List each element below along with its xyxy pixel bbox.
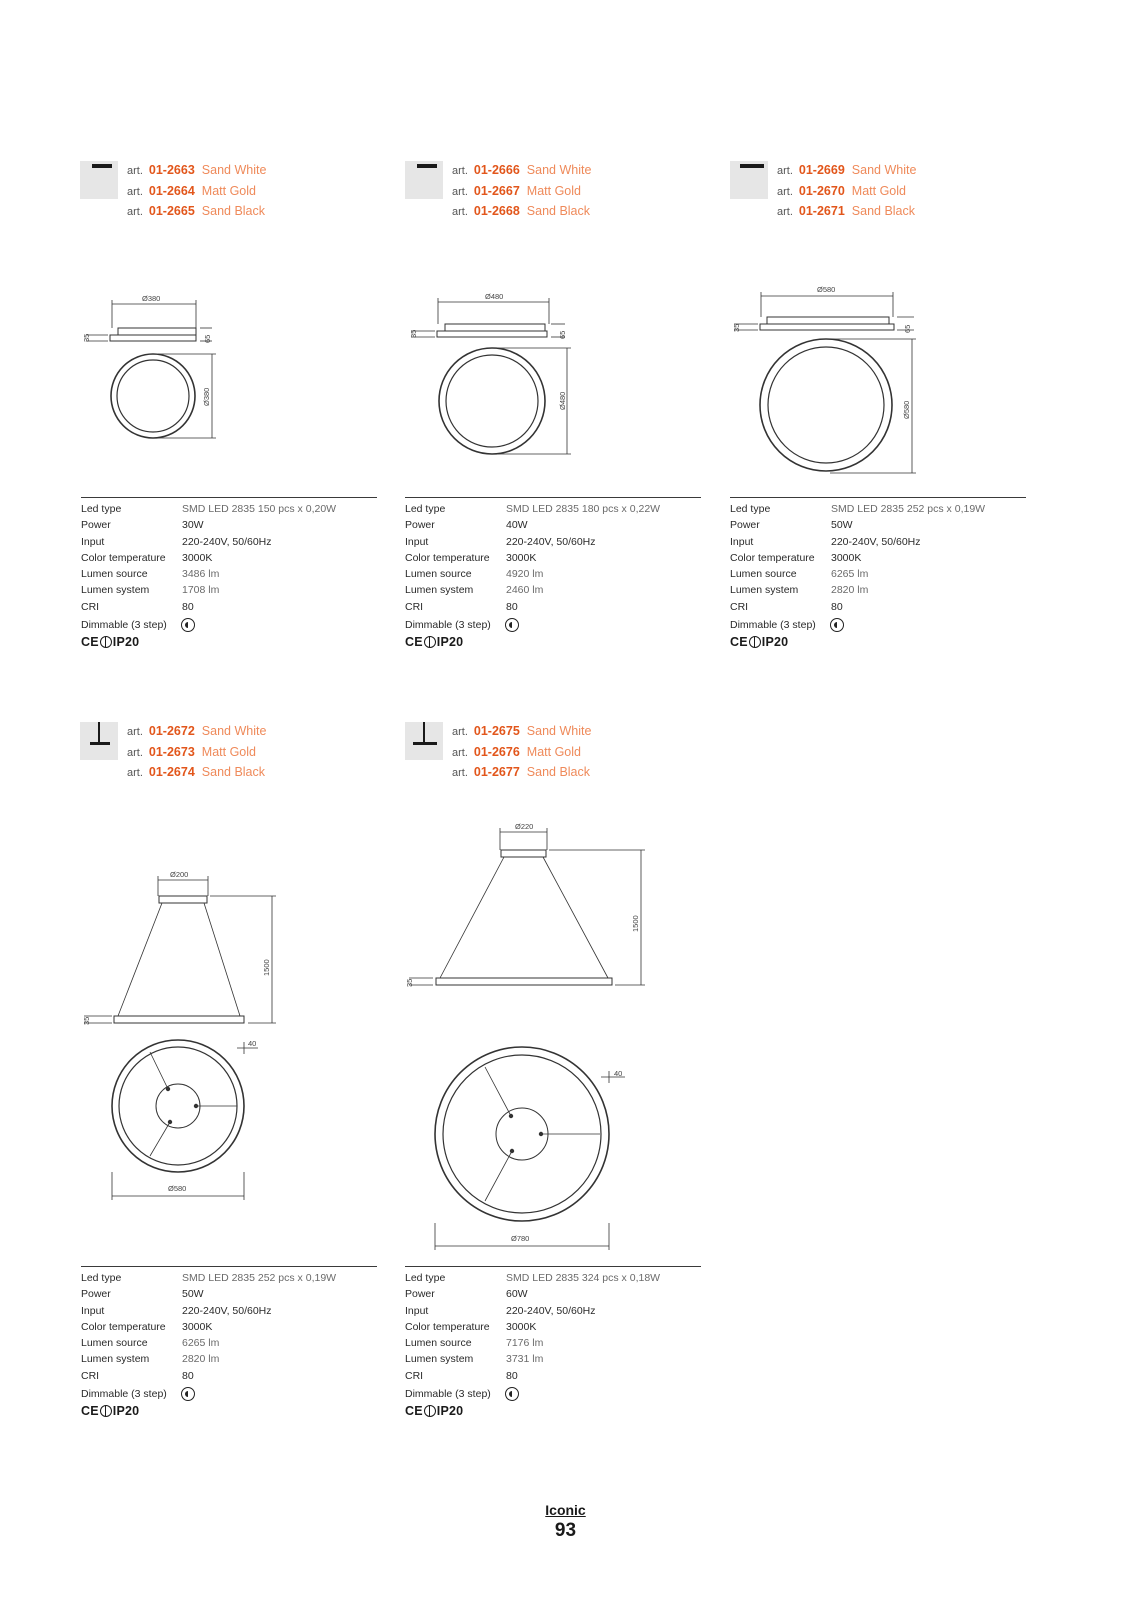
dimmer-icon <box>505 618 519 632</box>
dimmable-row: Dimmable (3 step) <box>405 1386 701 1402</box>
article-code: 01-2664 <box>148 183 195 198</box>
article-code: 01-2672 <box>148 724 195 738</box>
spec-row: Lumen source 6265 lm <box>81 1337 220 1350</box>
article-finish: Sand Black <box>851 204 916 218</box>
svg-text:Ø580: Ø580 <box>168 1184 187 1193</box>
dimmable-row: Dimmable (3 step) <box>81 1386 377 1402</box>
article-code: 01-2677 <box>473 765 520 779</box>
class-one-earth-icon <box>100 636 112 648</box>
article-finish: Sand White <box>526 163 592 177</box>
article-finish: Sand Black <box>526 765 591 779</box>
article-finish: Sand Black <box>201 765 266 779</box>
spec-row: Color temperature 3000K <box>81 1320 213 1333</box>
svg-text:35: 35 <box>405 978 414 987</box>
spec-row: CRI 80 <box>81 1369 194 1382</box>
article-finish: Matt Gold <box>526 744 581 759</box>
article-row: art. 01-2676 Matt Gold <box>452 744 581 759</box>
certification-marks: CE IP20 <box>405 1404 464 1419</box>
article-list <box>452 722 591 784</box>
article-code: 01-2667 <box>473 183 520 198</box>
article-code: 01-2673 <box>148 744 195 759</box>
article-row: art. 01-2667 Matt Gold <box>452 183 581 198</box>
svg-text:65: 65 <box>203 334 212 343</box>
article-list <box>452 161 591 223</box>
class-one-earth-icon <box>749 636 761 648</box>
dimmable-row: Dimmable (3 step) <box>730 617 1026 633</box>
svg-text:Ø200: Ø200 <box>170 870 189 879</box>
svg-text:Ø580: Ø580 <box>902 400 911 419</box>
spec-row: Lumen system 3731 lm <box>405 1353 544 1366</box>
svg-text:65: 65 <box>558 330 567 339</box>
svg-text:1500: 1500 <box>631 915 640 932</box>
article-finish: Sand White <box>201 163 267 177</box>
article-code: 01-2670 <box>798 183 845 198</box>
spec-row: CRI 80 <box>405 600 518 613</box>
article-row: art. 01-2671 Sand Black <box>777 204 916 218</box>
technical-drawing-ceiling-580 <box>730 283 920 483</box>
article-code: 01-2676 <box>473 744 520 759</box>
article-code: 01-2671 <box>798 204 845 218</box>
dimmer-icon <box>181 1387 195 1401</box>
svg-text:Ø480: Ø480 <box>485 292 504 301</box>
spec-row: Lumen source 7176 lm <box>405 1337 544 1350</box>
spec-row: Color temperature 3000K <box>81 551 213 564</box>
spec-row: Input 220-240V, 50/60Hz <box>405 535 596 548</box>
certification-marks: CE IP20 <box>730 635 789 650</box>
ceiling-thumbnail <box>405 161 443 199</box>
spec-row: Power 30W <box>81 519 204 532</box>
collection-name: Iconic <box>545 1502 586 1518</box>
dimmable-row: Dimmable (3 step) <box>405 617 701 633</box>
svg-text:40: 40 <box>614 1069 623 1078</box>
article-code: 01-2669 <box>798 163 845 177</box>
page-number: 93 <box>554 1520 577 1541</box>
spec-table <box>405 497 701 649</box>
spec-row: Lumen system 1708 lm <box>81 584 220 597</box>
dimmer-icon <box>181 618 195 632</box>
article-row: art. 01-2665 Sand Black <box>127 204 266 218</box>
spec-row: Input 220-240V, 50/60Hz <box>730 535 921 548</box>
spec-row: Power 60W <box>405 1288 528 1301</box>
article-row: art. 01-2664 Matt Gold <box>127 183 256 198</box>
certification-marks: CE IP20 <box>405 635 464 650</box>
spec-row: Power 40W <box>405 519 528 532</box>
svg-text:Ø380: Ø380 <box>202 387 211 406</box>
dim-diameter-top: Ø380 <box>142 294 161 303</box>
spec-table <box>405 1266 701 1418</box>
spec-row: Led type SMD LED 2835 252 pcs x 0,19W <box>81 1272 337 1284</box>
article-list <box>127 161 266 223</box>
spec-row: Lumen system 2820 lm <box>81 1353 220 1366</box>
article-finish: Sand White <box>851 163 917 177</box>
svg-text:Ø480: Ø480 <box>558 391 567 410</box>
article-code: 01-2674 <box>148 765 195 779</box>
class-one-earth-icon <box>424 1405 436 1417</box>
ceiling-thumbnail <box>730 161 768 199</box>
svg-text:35: 35 <box>732 323 741 332</box>
ceiling-thumbnail <box>80 161 118 199</box>
article-row: art. 01-2675 Sand White <box>452 724 592 738</box>
spec-row: Color temperature 3000K <box>405 1320 537 1333</box>
spec-row: Led type SMD LED 2835 150 pcs x 0,20W <box>81 503 337 515</box>
pendant-thumbnail <box>80 722 118 760</box>
technical-drawing-pendant-780 <box>405 818 655 1258</box>
spec-row: CRI 80 <box>730 600 843 613</box>
spec-row: Input 220-240V, 50/60Hz <box>405 1304 596 1317</box>
spec-row: CRI 80 <box>405 1369 518 1382</box>
svg-text:Ø780: Ø780 <box>511 1234 530 1243</box>
article-row: art. 01-2677 Sand Black <box>452 765 591 779</box>
article-row: art. 01-2672 Sand White <box>127 724 267 738</box>
class-one-earth-icon <box>424 636 436 648</box>
article-code: 01-2666 <box>473 163 520 177</box>
article-list <box>127 722 266 784</box>
spec-row: Power 50W <box>81 1288 204 1301</box>
certification-marks: CE IP20 <box>81 1404 140 1419</box>
svg-text:40: 40 <box>248 1039 257 1048</box>
technical-drawing-ceiling-480 <box>405 288 580 463</box>
pendant-thumbnail <box>405 722 443 760</box>
article-finish: Sand Black <box>526 204 591 218</box>
spec-row: Color temperature 3000K <box>405 551 537 564</box>
article-code: 01-2668 <box>473 204 520 218</box>
technical-drawing-pendant-580 <box>80 866 280 1211</box>
article-finish: Matt Gold <box>201 744 256 759</box>
svg-text:35: 35 <box>82 1016 91 1025</box>
dimmer-icon <box>505 1387 519 1401</box>
spec-row: Color temperature 3000K <box>730 551 862 564</box>
article-row: art. 01-2669 Sand White <box>777 163 917 177</box>
spec-table <box>81 497 377 649</box>
spec-row: Input 220-240V, 50/60Hz <box>81 535 272 548</box>
svg-text:35: 35 <box>82 333 91 342</box>
article-row: art. 01-2663 Sand White <box>127 163 267 177</box>
spec-row: Led type SMD LED 2835 324 pcs x 0,18W <box>405 1272 661 1284</box>
article-row: art. 01-2670 Matt Gold <box>777 183 906 198</box>
class-one-earth-icon <box>100 1405 112 1417</box>
article-code: 01-2665 <box>148 204 195 218</box>
article-finish: Sand White <box>526 724 592 738</box>
technical-drawing-ceiling-380 <box>80 290 230 450</box>
article-row: art. 01-2666 Sand White <box>452 163 592 177</box>
spec-row: CRI 80 <box>81 600 194 613</box>
spec-row: Lumen source 4920 lm <box>405 568 544 581</box>
article-finish: Sand White <box>201 724 267 738</box>
spec-row: Led type SMD LED 2835 252 pcs x 0,19W <box>730 503 986 515</box>
spec-row: Lumen system 2460 lm <box>405 584 544 597</box>
article-code: 01-2675 <box>473 724 520 738</box>
article-finish: Matt Gold <box>526 183 581 198</box>
article-finish: Matt Gold <box>201 183 256 198</box>
spec-row: Input 220-240V, 50/60Hz <box>81 1304 272 1317</box>
article-finish: Sand Black <box>201 204 266 218</box>
svg-text:35: 35 <box>409 329 418 338</box>
article-code: 01-2663 <box>148 163 195 177</box>
spec-table <box>730 497 1026 649</box>
certification-marks: CE IP20 <box>81 635 140 650</box>
dimmer-icon <box>830 618 844 632</box>
article-row: art. 01-2674 Sand Black <box>127 765 266 779</box>
svg-text:Ø220: Ø220 <box>515 822 534 831</box>
svg-text:Ø580: Ø580 <box>817 285 836 294</box>
svg-text:65: 65 <box>903 324 912 333</box>
article-row: art. 01-2673 Matt Gold <box>127 744 256 759</box>
spec-row: Power 50W <box>730 519 853 532</box>
article-finish: Matt Gold <box>851 183 906 198</box>
spec-row: Lumen source 3486 lm <box>81 568 220 581</box>
article-row: art. 01-2668 Sand Black <box>452 204 591 218</box>
spec-row: Lumen system 2820 lm <box>730 584 869 597</box>
spec-row: Led type SMD LED 2835 180 pcs x 0,22W <box>405 503 661 515</box>
spec-row: Lumen source 6265 lm <box>730 568 869 581</box>
svg-text:1500: 1500 <box>262 959 271 976</box>
article-list <box>777 161 916 223</box>
dimmable-row: Dimmable (3 step) <box>81 617 377 633</box>
spec-table <box>81 1266 377 1418</box>
